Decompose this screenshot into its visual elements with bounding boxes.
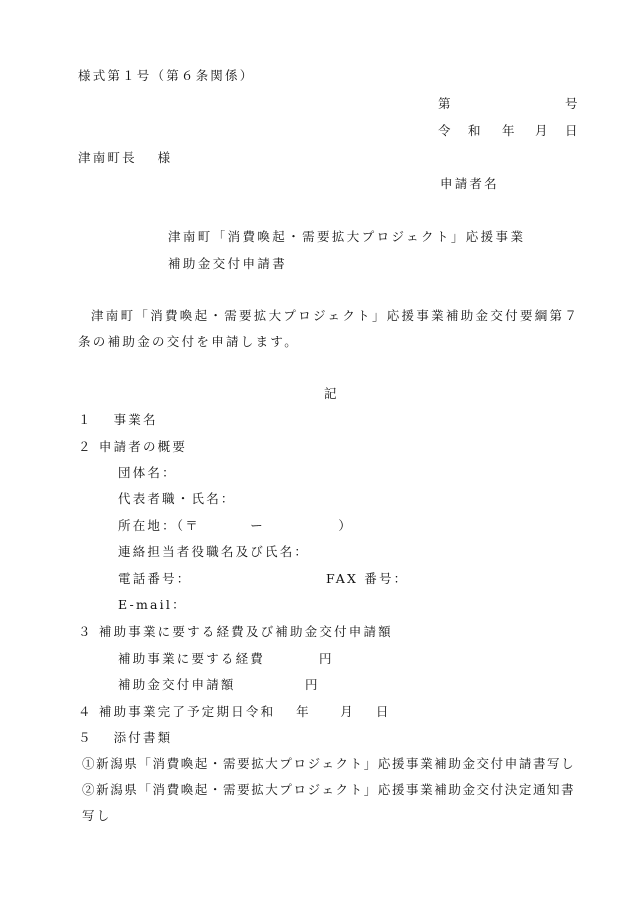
item-1-business-name: １ 事業名: [78, 412, 158, 427]
apply-amount-label: 補助金交付申請額: [118, 677, 236, 692]
title-line-1: 津南町「消費喚起・需要拡大プロジェクト」応援事業: [168, 229, 526, 244]
date-day: 日: [565, 123, 580, 138]
body-line-1: 津南町「消費喚起・需要拡大プロジェクト」応援事業補助金交付要綱第７: [91, 308, 580, 323]
attachment-2-continued: 写し: [82, 808, 112, 823]
apply-amount-unit: 円: [305, 677, 320, 692]
number-prefix: 第: [438, 96, 453, 111]
attachment-1: ①新潟県「消費喚起・需要拡大プロジェクト」応援事業補助金交付申請書写し: [82, 756, 576, 771]
address-label: 所在地：（〒 ー ）: [118, 518, 354, 533]
title-line-2: 補助金交付申請書: [168, 256, 288, 271]
fax-label: FAX 番号：: [326, 571, 409, 586]
phone-label: 電話番号：: [118, 571, 192, 586]
addressee: 津南町長 様: [78, 150, 173, 165]
date-month: 月: [535, 123, 550, 138]
email-label: E-mail：: [118, 597, 187, 612]
item-4-completion-date: ４ 補助事業完了予定期日令和 年 月 日: [78, 704, 391, 719]
date-era: 令: [438, 123, 453, 138]
cost-unit: 円: [319, 651, 334, 666]
item-2-applicant-overview: ２ 申請者の概要: [78, 439, 188, 454]
number-suffix: 号: [565, 96, 580, 111]
attachment-2: ②新潟県「消費喚起・需要拡大プロジェクト」応援事業補助金交付決定通知書: [82, 782, 576, 797]
representative-label: 代表者職・氏名：: [118, 491, 236, 506]
body-line-2: 条の補助金の交付を申請します。: [78, 334, 300, 349]
applicant-label: 申請者名: [440, 176, 499, 191]
ki-heading: 記: [324, 386, 339, 401]
item-5-attachments: ５ 添付書類: [78, 730, 173, 745]
org-name-label: 団体名：: [118, 465, 177, 480]
form-label: 様式第１号（第６条関係）: [78, 68, 255, 83]
date-era2: 和: [468, 123, 483, 138]
item-3-cost-and-amount: ３ 補助事業に要する経費及び補助金交付申請額: [78, 624, 393, 639]
cost-label: 補助事業に要する経費: [118, 651, 266, 666]
contact-person-label: 連絡担当者役職名及び氏名：: [118, 544, 310, 559]
date-year: 年: [502, 123, 517, 138]
